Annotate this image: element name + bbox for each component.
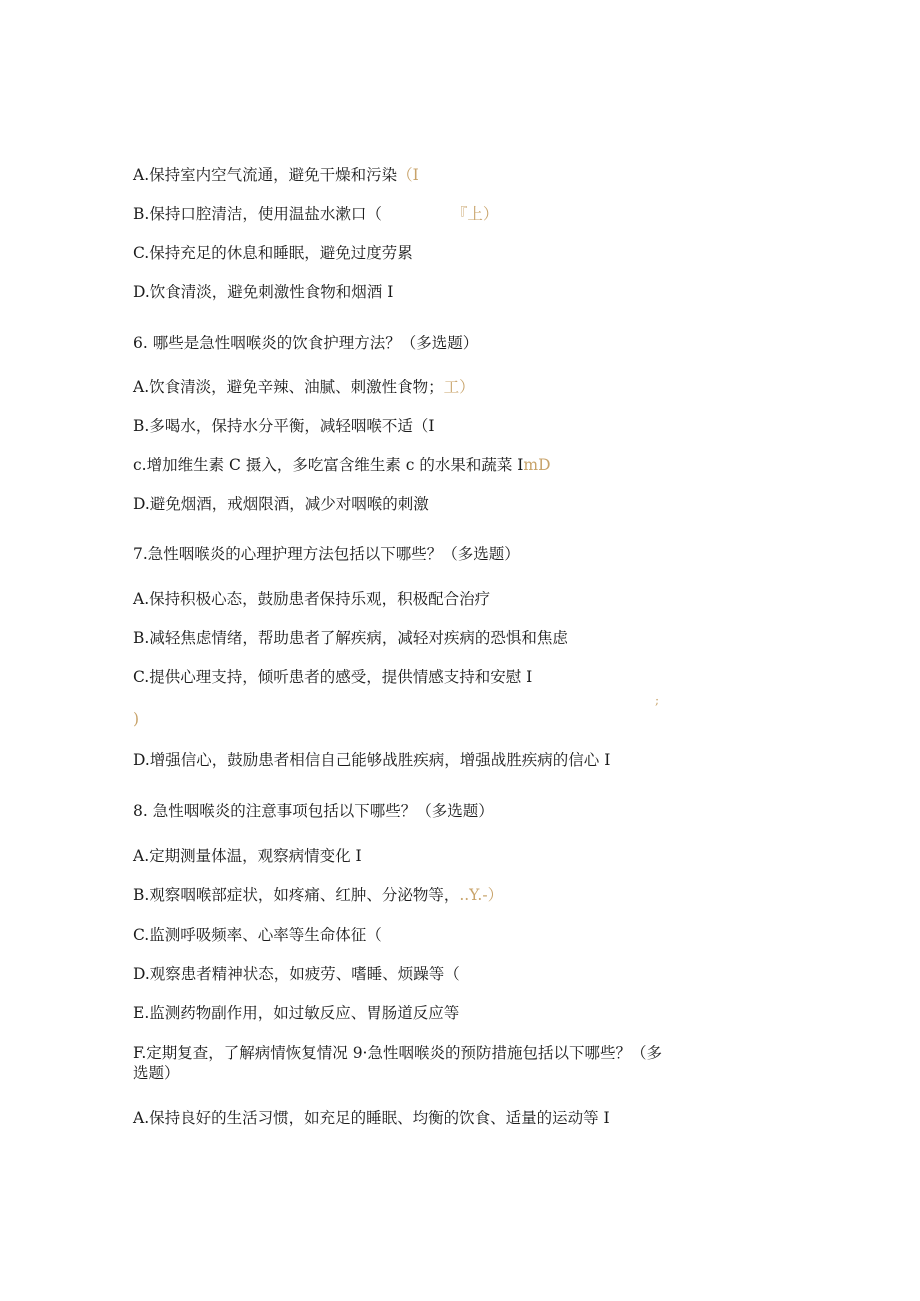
q7-option-c: C.提供心理支持，倾听患者的感受，提供情感支持和安慰 I (133, 668, 533, 686)
stray-semicolon: ; (655, 693, 660, 707)
stray-paren: ) (133, 710, 140, 728)
q6-option-b: B.多喝水，保持水分平衡，减轻咽喉不适（I (133, 417, 435, 435)
q6-option-d: D.避免烟酒，戒烟限酒，减少对咽喉的刺激 (133, 495, 429, 513)
q6-title: 6. 哪些是急性咽喉炎的饮食护理方法？（多选题） (133, 334, 479, 352)
q8-title: 8. 急性咽喉炎的注意事项包括以下哪些？（多选题） (133, 802, 494, 820)
q6-option-a (133, 377, 475, 397)
q7-option-a: A.保持积极心态，鼓励患者保持乐观，积极配合治疗 (133, 590, 491, 608)
option-mark: （I (397, 166, 419, 184)
q9-option-a: A.保持良好的生活习惯，如充足的睡眠、均衡的饮食、适量的运动等 I (133, 1109, 610, 1127)
option-mark: 『上） (451, 205, 499, 223)
q8-option-b (133, 885, 503, 905)
option-text: A.饮食清淡，避免辛辣、油腻、刺激性食物； (133, 378, 444, 396)
q8-option-d: D.观察患者精神状态，如疲劳、嗜睡、烦躁等（ (133, 965, 460, 983)
option-text: c.增加维生素 C 摄入，多吃富含维生素 c 的水果和蔬菜 I (133, 456, 524, 474)
q7-option-d: D.增强信心，鼓励患者相信自己能够战胜疾病，增强战胜疾病的信心 I (133, 751, 611, 769)
q6-option-c (133, 455, 551, 475)
option-mark: 工） (443, 378, 475, 396)
q8-option-f: F.定期复查，了解病情恢复情况 9·急性咽喉炎的预防措施包括以下哪些？（多选题） (133, 1044, 662, 1082)
q8-option-a: A.定期测量体温，观察病情变化 I (133, 847, 362, 865)
option-text: B.保持口腔清洁，使用温盐水漱口（ (133, 205, 382, 223)
q5-option-a (133, 165, 419, 185)
q7-option-b: B.减轻焦虑情绪，帮助患者了解疾病，减轻对疾病的恐惧和焦虑 (133, 629, 568, 647)
q8-option-e: E.监测药物副作用，如过敏反应、胃肠道反应等 (133, 1004, 460, 1022)
q5-option-c: C.保持充足的休息和睡眠，避免过度劳累 (133, 244, 413, 262)
q5-option-d: D.饮食清淡，避免刺激性食物和烟酒 I (133, 283, 394, 301)
option-mark: mD (523, 456, 551, 474)
q5-option-b (133, 204, 498, 224)
q8-option-c: C.监测呼吸频率、心率等生命体征（ (133, 926, 382, 944)
q7-title: 7.急性咽喉炎的心理护理方法包括以下哪些？（多选题） (133, 545, 520, 563)
option-text: A.保持室内空气流通，避免干燥和污染 (133, 166, 398, 184)
option-mark: ..Y.-） (459, 886, 504, 904)
option-text: B.观察咽喉部症状，如疼痛、红肿、分泌物等， (133, 886, 460, 904)
